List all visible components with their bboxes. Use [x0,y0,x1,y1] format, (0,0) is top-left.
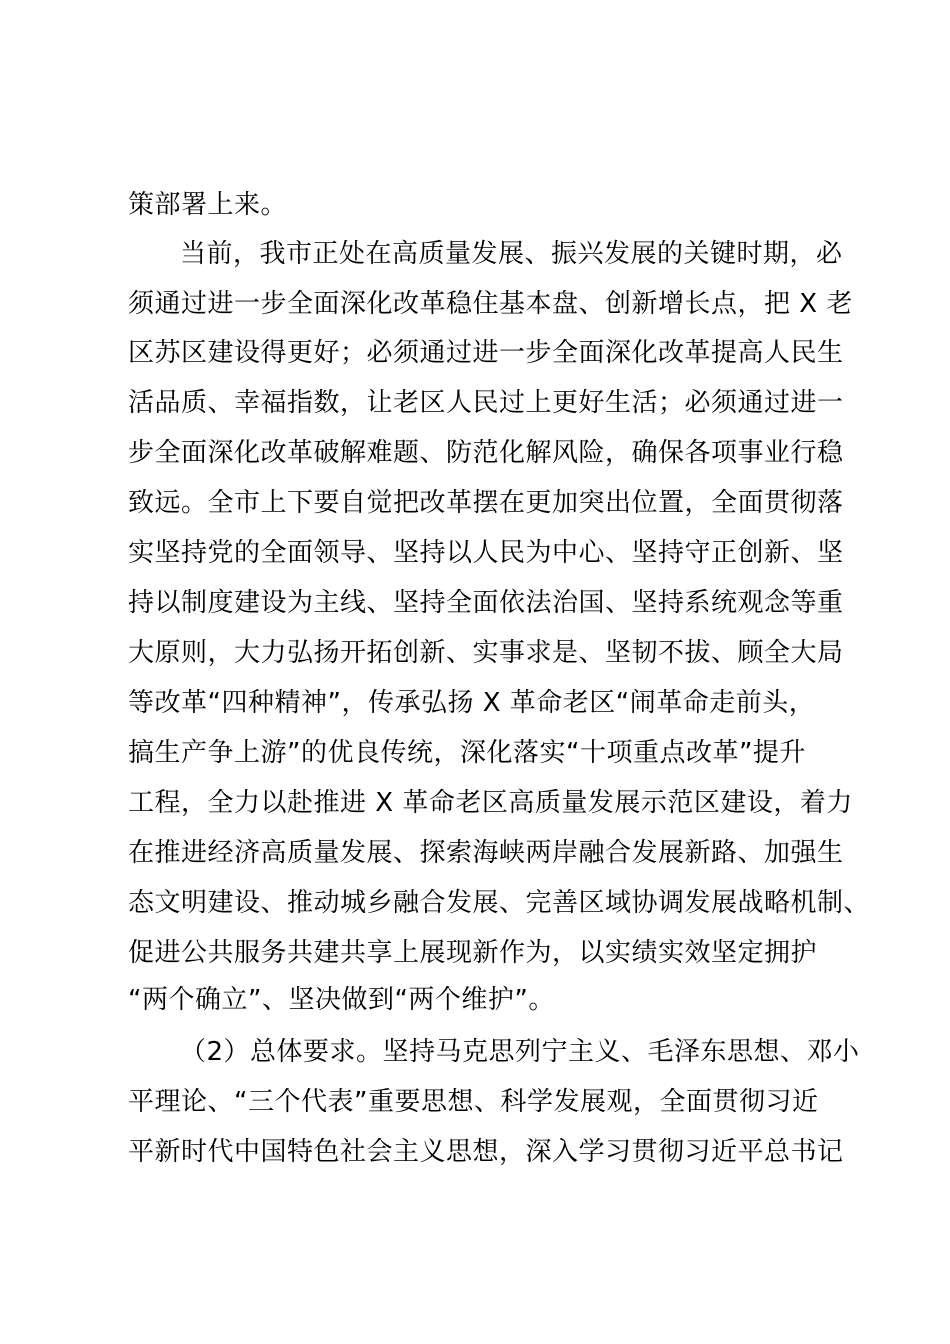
text-line: 在推进经济高质量发展、探索海峡两岸融合发展新路、加强生 [128,838,844,868]
text-line: 平新时代中国特色社会主义思想，深入学习贯彻习近平总书记 [128,1137,844,1167]
text-line: 步全面深化改革破解难题、防范化解风险，确保各项事业行稳 [128,438,844,468]
text-line: 大原则，大力弘扬开拓创新、实事求是、坚韧不拔、顾全大局 [128,638,844,668]
text-line: 等改革“四种精神”，传承弘扬 X 革命老区“闹革命走前头， [128,688,816,718]
text-line: 平理论、“三个代表”重要思想、科学发展观，全面贯彻习近 [128,1087,819,1117]
text-line: 当前，我市正处在高质量发展、振兴发展的关键时期，必 [180,239,843,269]
text-line: 策部署上来。 [128,190,288,220]
text-line: 工程，全力以赴推进 X 革命老区高质量发展示范区建设，着力 [128,788,853,818]
text-line: 须通过进一步全面深化改革稳住基本盘、创新增长点，把 X 老 [128,289,853,319]
text-line: “两个确立”、坚决做到“两个维护”。 [128,985,555,1015]
text-line: 活品质、幸福指数，让老区人民过上更好生活；必须通过进一 [128,388,844,418]
text-line: 促进公共服务共建共享上展现新作为，以实绩实效坚定拥护 [128,938,818,968]
text-line: 区苏区建设得更好；必须通过进一步全面深化改革提高人民生 [128,338,844,368]
text-line: （2）总体要求。坚持马克思列宁主义、毛泽东思想、邓小 [180,1037,860,1067]
text-line: 致远。全市上下要自觉把改革摆在更加突出位置，全面贯彻落 [128,488,844,518]
text-line: 持以制度建设为主线、坚持全面依法治国、坚持系统观念等重 [128,588,844,618]
text-line: 搞生产争上游”的优良传统，深化落实“十项重点改革”提升 [128,738,806,768]
text-line: 实坚持党的全面领导、坚持以人民为中心、坚持守正创新、坚 [128,538,844,568]
text-line: 态文明建设、推动城乡融合发展、完善区域协调发展战略机制、 [128,888,871,918]
